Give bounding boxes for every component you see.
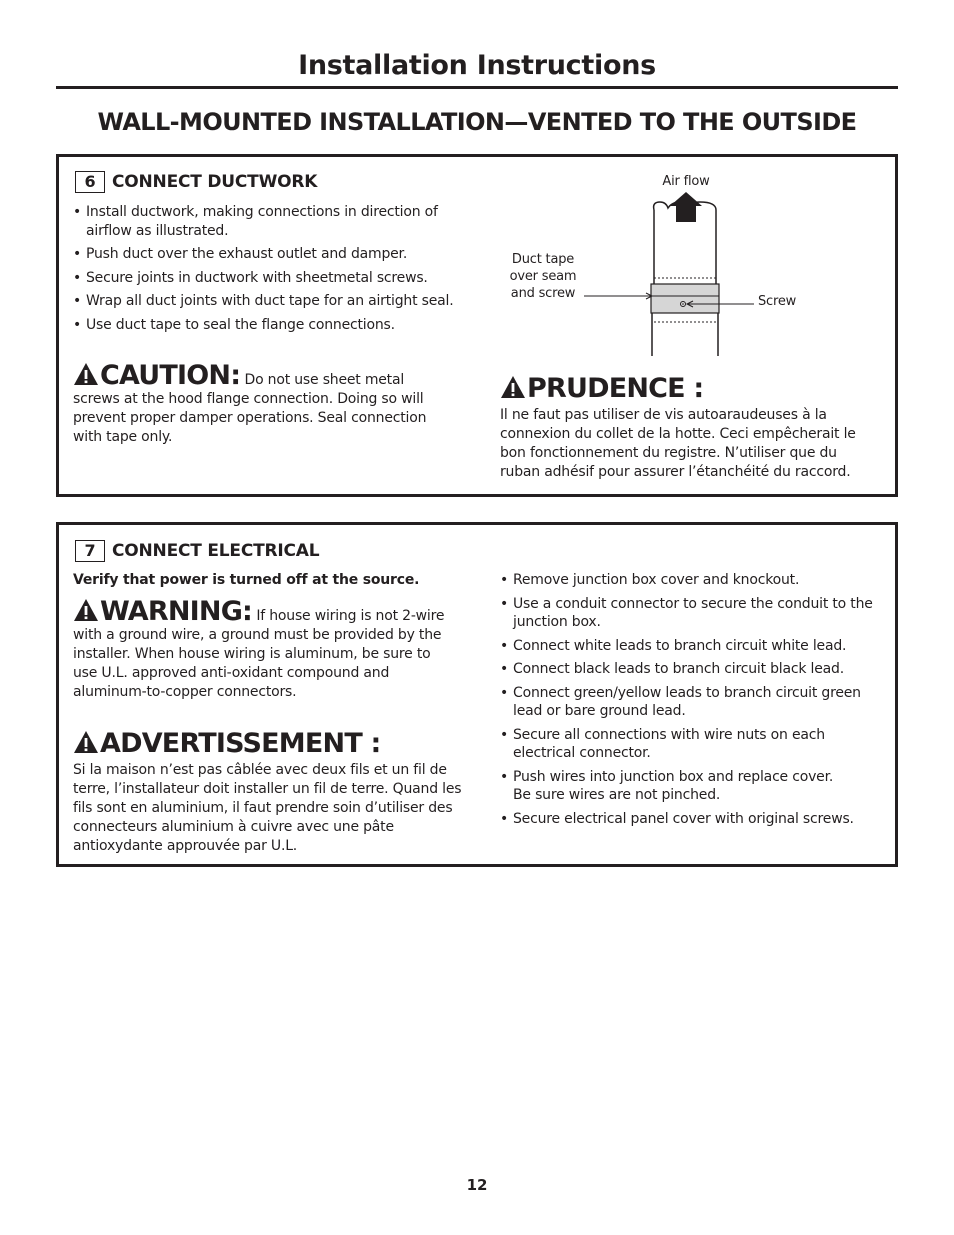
warning-triangle-icon [500, 375, 526, 399]
caution-label [73, 360, 240, 391]
duct-tape-label-line: Duct tape [511, 252, 575, 267]
caution-block [73, 362, 433, 447]
list-item: • Connect black leads to branch circuit black lead. [500, 660, 890, 679]
prudence-text: Il ne faut pas utiliser de vis autoaraudeuses à la connexion du collet de la hotte. Ceci empêcherait le bon fonctionnement du registre. N’utiliser que du ruban adhésif pour assurer l’étanchéité du raccord. [500, 407, 856, 480]
air-flow-arrow-icon [670, 192, 702, 222]
step-6-bullet-list [73, 203, 468, 339]
warning-text: If house wiring is not 2-wire with a ground wire, a ground must be provided by the installer. When house wiring is aluminum, be sure to [73, 608, 445, 662]
warning-word: WARNING: [100, 596, 253, 627]
advertissement-block [73, 730, 465, 856]
advertissement-text: Si la maison n’est pas câblée avec deux fils et un fil de terre, l’installateur doit installer un fil de terre. Quand les fils sont en aluminium, il faut prendre soin d’utiliser des connecteurs aluminium à cuivre avec une pâte antioxydante approuvée par U.L. [73, 762, 462, 854]
step-7-title: CONNECT ELECTRICAL [112, 541, 320, 561]
list-item: • Install ductwork, making connections in direction of airflow as illustrated. [73, 203, 468, 240]
air-flow-label: Air flow [662, 174, 710, 189]
warning-text-continued: use U.L. approved anti-oxidant compound and aluminum-to-copper connectors. [73, 665, 390, 700]
duct-tape-label-line: and screw [510, 286, 576, 301]
page-number: 12 [466, 1176, 488, 1194]
advertissement-label [73, 730, 465, 757]
title-rule [56, 86, 898, 89]
page-title: Installation Instructions [298, 50, 656, 81]
prudence-block [500, 375, 878, 482]
duct-tape-label [500, 251, 586, 302]
warning-triangle-icon [73, 730, 99, 754]
list-item: • Connect white leads to branch circuit white lead. [500, 637, 890, 656]
list-item: • Use duct tape to seal the flange connections. [73, 316, 468, 335]
section-heading: WALL-MOUNTED INSTALLATION—VENTED TO THE OUTSIDE [97, 108, 857, 136]
screw-label: Screw [758, 294, 797, 309]
list-item: • Secure electrical panel cover with original screws. [500, 810, 890, 829]
advertissement-word: ADVERTISSEMENT : [100, 728, 381, 759]
step-6-title: CONNECT DUCTWORK [112, 172, 318, 192]
step-6-number: 6 [75, 171, 105, 193]
duct-tape-label-line: over seam [509, 269, 577, 284]
caution-word: CAUTION: [100, 360, 241, 391]
warning-label [73, 596, 252, 627]
list-item: • Wrap all duct joints with duct tape for an airtight seal. [73, 292, 468, 311]
list-item: • Push duct over the exhaust outlet and damper. [73, 245, 468, 264]
verify-power-text: Verify that power is turned off at the source. [73, 572, 420, 588]
list-item: • Use a conduit connector to secure the conduit to the junction box. [500, 595, 890, 632]
warning-block [73, 598, 465, 702]
caution-text: Do not use sheet metal screws at the hood flange connection. Doing so will prevent proper damper operations. Seal connection with tape only. [73, 372, 427, 445]
warning-triangle-icon [73, 598, 99, 622]
step-7-number: 7 [75, 540, 105, 562]
duct-diagram [496, 170, 816, 362]
list-item: • Connect green/yellow leads to branch circuit green lead or bare ground lead. [500, 684, 890, 721]
list-item: • Secure all connections with wire nuts on each electrical connector. [500, 726, 890, 763]
prudence-label [500, 375, 878, 402]
step-6-heading [75, 171, 317, 193]
step-7-heading [75, 540, 319, 562]
list-item: • Secure joints in ductwork with sheetmetal screws. [73, 269, 468, 288]
list-item: • Remove junction box cover and knockout. [500, 571, 890, 590]
warning-triangle-icon [73, 362, 99, 386]
prudence-word: PRUDENCE : [527, 373, 704, 404]
step-7-bullet-list [500, 571, 890, 833]
list-item: • Push wires into junction box and replace cover. Be sure wires are not pinched. [500, 768, 890, 805]
